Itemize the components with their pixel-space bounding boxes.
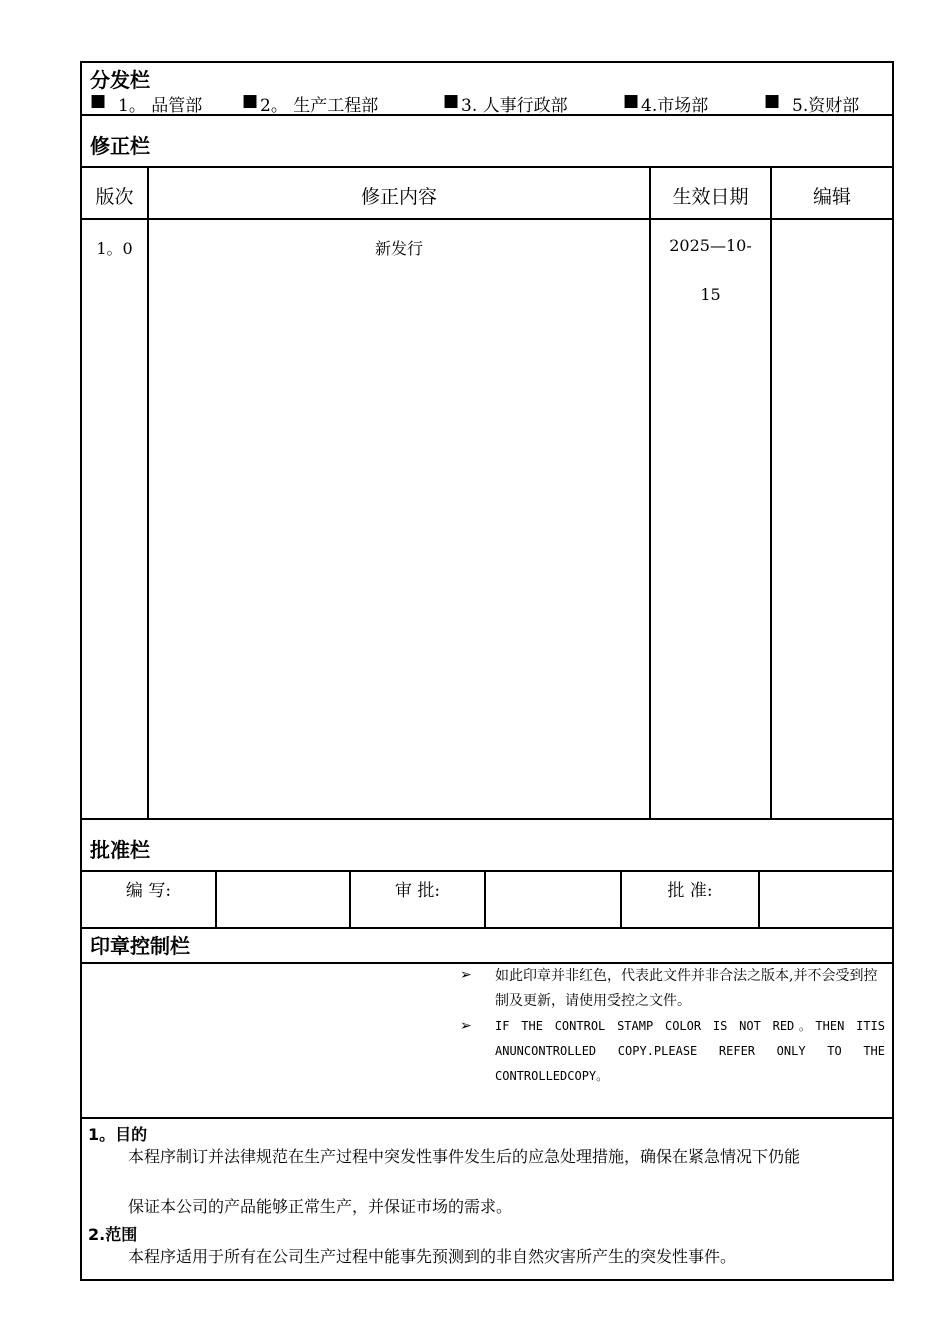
revision-row-date-line2: 15 — [700, 285, 721, 304]
revision-header-version: 版次 — [95, 186, 134, 208]
distribution-item-1-label: 1。 品管部 — [118, 96, 203, 116]
rule-approval-title-bottom — [80, 870, 894, 872]
section-scope-line-1: 本程序适用于所有在公司生产过程中能事先预测到的非自然灾害所产生的突发性事件。 — [128, 1247, 737, 1266]
revision-row-date-line1: 2025—10- — [669, 236, 752, 255]
revision-title: 修正栏 — [90, 134, 150, 158]
rule-approval-5 — [758, 870, 760, 927]
revision-header-content: 修正内容 — [360, 186, 437, 208]
revision-row-content: 新发行 — [374, 239, 423, 258]
rule-col-date — [770, 166, 772, 818]
distribution-item-3-label: 3. 人事行政部 — [461, 96, 568, 116]
rule-stamp-area-bottom — [80, 1117, 894, 1119]
rule-revision-table-bottom — [80, 818, 894, 820]
section-purpose-line-2: 保证本公司的产品能够正常生产，并保证市场的需求。 — [128, 1197, 513, 1216]
section-purpose-heading: 1。目的 — [88, 1125, 148, 1144]
distribution-item-2-marker: ■ — [242, 91, 259, 111]
distribution-item-4-label: 4.市场部 — [641, 96, 709, 116]
approval-title: 批准栏 — [90, 838, 150, 862]
rule-approval-1 — [215, 870, 217, 927]
distribution-item-3-marker: ■ — [443, 91, 460, 111]
rule-approval-3 — [484, 870, 486, 927]
stamp-title: 印章控制栏 — [90, 934, 190, 958]
stamp-bullet-2-icon: ➢ — [460, 1018, 472, 1034]
distribution-item-4-marker: ■ — [623, 91, 640, 111]
stamp-note-english: IF THE CONTROL STAMP COLOR IS NOT RED。THEN ITIS ANUNCONTROLLED COPY.PLEASE REFER ONLY TO THE CONTROLLEDCOPY。 — [495, 1019, 885, 1083]
approval-label-reviewer: 审 批: — [394, 881, 441, 901]
revision-row-version: 1。0 — [96, 239, 133, 258]
stamp-bullet-1-icon: ➢ — [460, 967, 472, 983]
distribution-title: 分发栏 — [90, 68, 150, 92]
approval-label-approver: 批 准: — [667, 881, 713, 901]
distribution-item-2-label: 2。 生产工程部 — [260, 96, 379, 116]
distribution-item-1-marker: ■ — [90, 91, 107, 111]
revision-header-editor: 编辑 — [812, 186, 851, 208]
section-purpose-line-1: 本程序制订并法律规范在生产过程中突发性事件发生后的应急处理措施，确保在紧急情况下仍能 — [128, 1147, 801, 1166]
rule-col-version — [147, 166, 149, 818]
revision-header-date: 生效日期 — [672, 186, 749, 208]
approval-label-author: 编 写: — [125, 881, 172, 901]
distribution-item-5-label: 5.资财部 — [792, 96, 860, 116]
rule-approval-row-bottom — [80, 927, 894, 929]
distribution-item-5-marker: ■ — [764, 91, 781, 111]
stamp-note-chinese: 如此印章并非红色，代表此文件并非合法之版本,并不会受到控制及更新，请使用受控之文件。 — [495, 968, 878, 1009]
section-scope-heading: 2.范围 — [88, 1225, 138, 1244]
rule-col-content — [649, 166, 651, 818]
